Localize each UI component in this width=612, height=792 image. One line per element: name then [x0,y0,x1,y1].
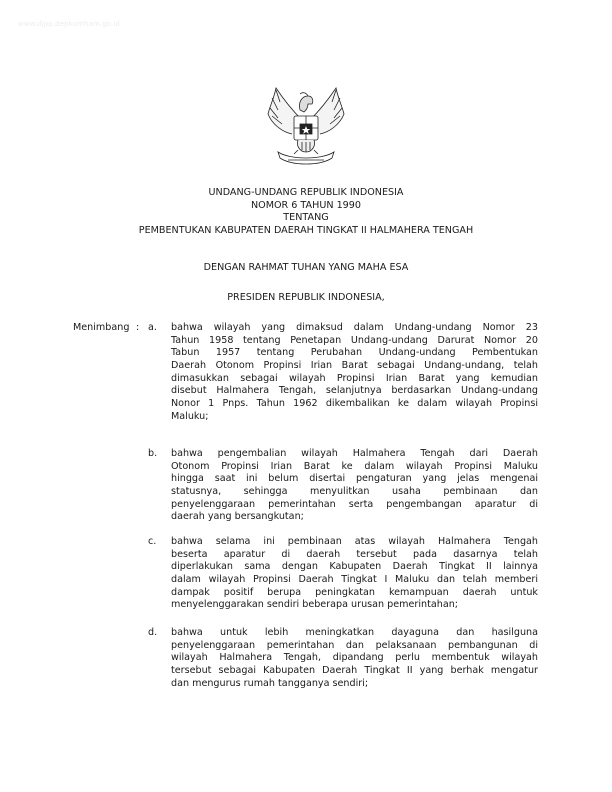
item-line: diperlakukan sama dengan Kabupaten Daerah Tingkat II lainnya [171,561,538,573]
item-line: Tahun 1958 tentang Penetapan Undang-undang Darurat Nomor 20 [171,334,538,346]
item-letter: a. [148,322,157,333]
item-line: daerah yang bersangkutan; [171,511,304,523]
item-letter: b. [148,448,158,459]
item-line: penyelenggaraan pemerintahan serta pengembangan aparatur di [171,498,538,510]
invocation-line: DENGAN RAHMAT TUHAN YANG MAHA ESA [203,262,409,273]
about-heading: TENTANG [283,212,329,224]
item-line: statusnya, sehingga menyulitkan usaha pembinaan dan [171,485,538,497]
watermark-url: www.djpp.depkumham.go.id [18,20,120,28]
item-text [171,322,538,423]
considering-label: Menimbang [73,322,130,333]
item-letter: d. [148,627,158,638]
item-text [171,627,538,690]
item-line: dimasukkan sebagai wilayah Propinsi Irian Barat yang kemudian [171,372,538,384]
item-line: hingga saat ini belum disertai pengaturan yang jelas mengenai [171,473,538,485]
item-line: Otonom Propinsi Irian Barat ke dalam wilayah Propinsi Maluku [171,460,538,472]
item-line: bahwa wilayah yang dimaksud dalam Undang-undang Nomor 23 [171,322,538,333]
item-line: bahwa untuk lebih meningkatkan dayaguna dan hasilguna [171,627,538,638]
president-line: PRESIDEN REPUBLIK INDONESIA, [227,292,385,303]
item-letter: c. [148,536,157,547]
item-line: penyelenggaraan pemerintahan dan pelaksanaan pembangunan di [171,639,538,651]
item-line: bahwa pengembalian wilayah Halmahera Tengah dari Daerah [171,448,538,459]
item-line: dalam wilayah Propinsi Daerah Tingkat I Maluku dan telah memberi [171,573,538,585]
item-line: wilayah Halmahera Tengah, dipandang perlu membentuk wilayah [171,652,538,664]
considering-colon: : [136,322,140,333]
item-line: menyelenggarakan sendiri beberapa urusan pemerintahan; [171,599,459,611]
item-line: dampak positif berupa peningkatan kemampuan daerah untuk [171,586,538,598]
item-line: Nonor 1 Pnps. Tahun 1962 dikembalikan ke dalam wilayah Propinsi [171,397,538,409]
item-line: Maluku; [171,410,209,422]
garuda-pancasila-emblem-icon [262,80,350,170]
item-line: bahwa selama ini pembinaan atas wilayah Halmahera Tengah [171,536,538,547]
law-number-heading: NOMOR 6 TAHUN 1990 [251,199,361,211]
item-line: Daerah Otonom Propinsi Irian Barat sebagai Undang-undang, telah [171,359,538,371]
item-line: beserta aparatur di daerah tersebut pada dasarnya telah [171,548,538,560]
item-line: dan mengurus rumah tangganya sendiri; [171,677,369,689]
law-subject-heading: PEMBENTUKAN KABUPATEN DAERAH TINGKAT II HALMAHERA TENGAH [138,224,474,236]
document-title-block [0,187,612,237]
item-line: Tabun 1957 tentang Perubahan Undang-undang Pembentukan [171,347,538,359]
item-text [171,448,538,524]
item-text [171,536,538,612]
law-type-heading: UNDANG-UNDANG REPUBLIK INDONESIA [208,187,404,198]
item-line: disebut Halmahera Tengah, selanjutnya berdasarkan Undang-undang [171,385,538,397]
item-line: tersebut sebagai Kabupaten Daerah Tingkat II yang berhak mengatur [171,664,538,676]
